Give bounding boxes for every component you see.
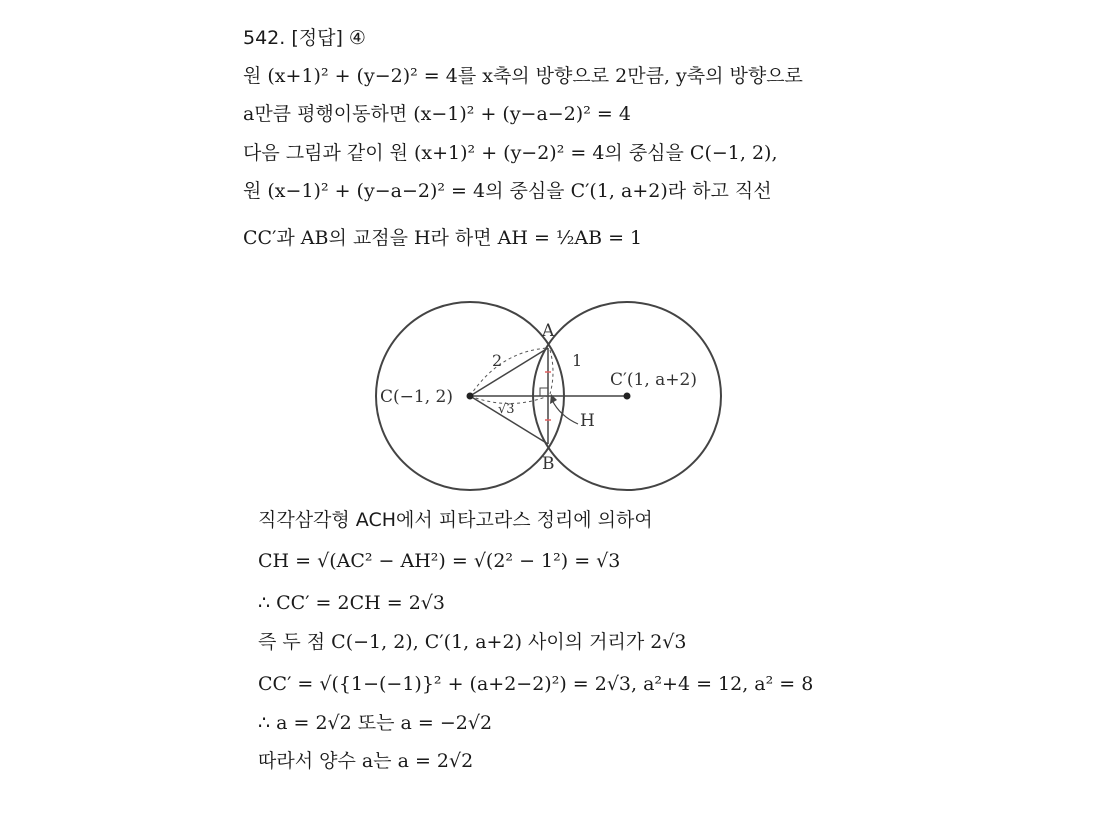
solution-line-7: 따라서 양수 a는 a = 2√2 [258, 750, 474, 772]
solution-line-1: 직각삼각형 ACH에서 피타고라스 정리에 의하여 [258, 509, 653, 531]
solution-line-3: ∴ CC′ = 2CH = 2√3 [258, 592, 445, 614]
label-a: A [542, 321, 555, 341]
label-half-chord: 1 [572, 351, 583, 370]
solution-line-6: ∴ a = 2√2 또는 a = −2√2 [258, 712, 493, 734]
point-c-prime [624, 393, 631, 400]
label-c: C(−1, 2) [380, 387, 453, 407]
h-pointer [552, 400, 578, 424]
label-h: H [580, 411, 595, 431]
solution-line-4: 즉 두 점 C(−1, 2), C′(1, a+2) 사이의 거리가 2√3 [258, 631, 687, 653]
label-b: B [542, 454, 555, 474]
solution-line-2: CH = √(AC² − AH²) = √(2² − 1²) = √3 [258, 550, 621, 572]
solution-line-5: CC′ = √({1−(−1)}² + (a+2−2)²) = 2√3, a²+4 = 12, a² = 8 [258, 673, 814, 695]
two-circles-figure [360, 296, 730, 496]
label-radius: 2 [492, 351, 503, 370]
right-angle-mark [540, 388, 548, 396]
text-line-1: 원 (x+1)² + (y−2)² = 4를 x축의 방향으로 2만큼, y축의 방향으로 [243, 65, 803, 87]
text-line-5: CC′과 AB의 교점을 H라 하면 AH = ½AB = 1 [243, 227, 643, 249]
problem-header: 542. [정답] ④ [243, 27, 366, 49]
point-c [467, 393, 474, 400]
text-line-3: 다음 그림과 같이 원 (x+1)² + (y−2)² = 4의 중심을 C(−1, 2), [243, 142, 778, 164]
text-line-4: 원 (x−1)² + (y−a−2)² = 4의 중심을 C′(1, a+2)라 하고 직선 [243, 180, 772, 202]
label-sqrt3: √3 [498, 402, 515, 417]
label-c-prime: C′(1, a+2) [610, 370, 697, 390]
text-line-2: a만큼 평행이동하면 (x−1)² + (y−a−2)² = 4 [243, 103, 631, 125]
